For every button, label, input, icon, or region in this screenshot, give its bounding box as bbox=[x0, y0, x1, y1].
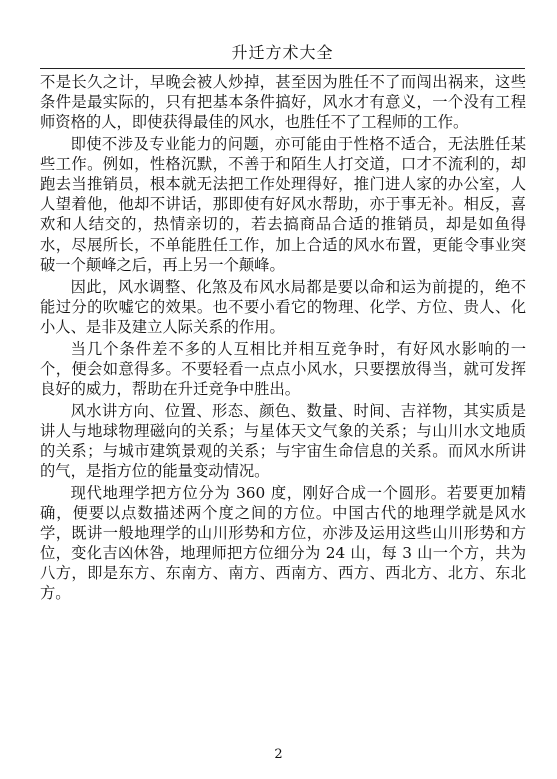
paragraph: 现代地理学把方位分为 360 度，刚好合成一个圆形。若要更加精确，便要以点数描述两个度之间的方位。中国古代的地理学就是风水学，既讲一般地理学的山川形势和方位，亦涉及运用这些山川形势和方位，变化吉凶休咎，地理师把方位细分为 24 山，每 3 山一个方，共为八方，即是东方、东南方、南方、西南方、西方、西北方、北方、东北方。 bbox=[40, 483, 526, 603]
paragraph: 风水讲方向、位置、形态、颜色、数量、时间、吉祥物，其实质是讲人与地球物理磁向的关系；与星体天文气象的关系；与山川水文地质的关系；与城市建筑景观的关系；与宇宙生命信息的关系。而风水所讲的气，是指方位的能量变动情况。 bbox=[40, 401, 526, 480]
page-number: 2 bbox=[274, 747, 283, 762]
paragraph: 即使不涉及专业能力的问题，亦可能由于性格不适合，无法胜任某些工作。例如，性格沉默，不善于和陌生人打交道，口才不流利的，却跑去当推销员，根本就无法把工作处理得好，推门进人家的办公室，人人望着他，他却不讲话，那即使有好风水帮助，亦于事无补。相反，喜欢和人结交的，热情亲切的，若去搞商品合适的推销员，却是如鱼得水，尽展所长，不单能胜任工作，加上合适的风水布置，更能令事业突破一个颠峰之后，再上另一个颠峰。 bbox=[40, 135, 526, 274]
paragraph: 因此，风水调整、化煞及布风水局都是要以命和运为前提的，绝不能过分的吹嘘它的效果。也不要小看它的物理、化学、方位、贵人、化小人、是非及建立人际关系的作用。 bbox=[40, 277, 526, 336]
book-title: 升迁方术大全 bbox=[231, 43, 334, 62]
paragraph: 当几个条件差不多的人互相比并相互竞争时，有好风水影响的一个，便会如意得多。不要轻看一点点小风水，只要摆放得当，就可发挥良好的威力，帮助在升迁竞争中胜出。 bbox=[40, 339, 526, 398]
paragraph-continued: 不是长久之计，早晚会被人炒掉，甚至因为胜任不了而闯出祸来，这些条件是最实际的，只有把基本条件搞好，风水才有意义，一个没有工程师资格的人，即使获得最佳的风水，也胜任不了工程师的工作。 bbox=[40, 73, 526, 132]
running-header bbox=[40, 40, 525, 69]
body-text bbox=[40, 72, 526, 603]
